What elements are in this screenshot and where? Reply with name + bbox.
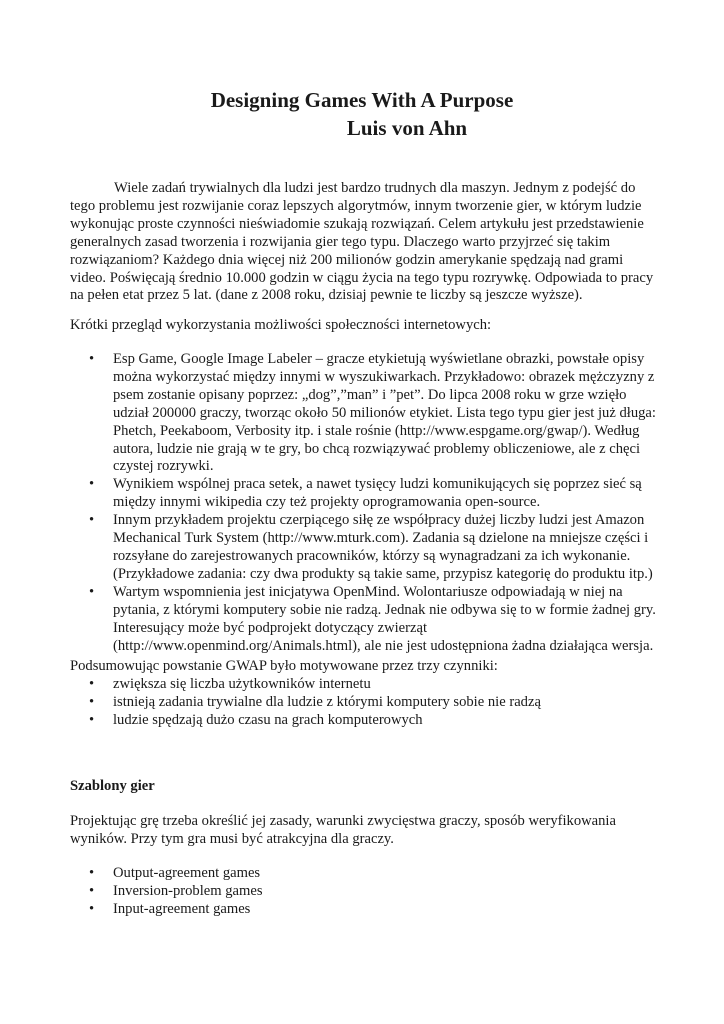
bullet-icon: • [89, 351, 95, 367]
list-item-text: Esp Game, Google Image Labeler – gracze etykietują wyświetlane obrazki, powstałe opisy można wykorzystać między innymi w wyszukiwarkach. Przykładowo: obrazek mężczyzny z psem zostanie opisany poprzez: „dog”,”man” i ”pet”. Do lipca 2008 roku w grze wzięło udział 200000 graczy, tworząc około 50 milionów etykiet. Lista tego typu gier jest już długa: Phetch, Peekaboom, Verbosity itp. i stale rośnie (http://www.espgame.org/gwap/). Według autora, ludzie nie grają w te gry, bo chcą rozwiązywać problemy obliczeniowe, ale z chęci czystej rozrywki. [113, 351, 656, 475]
summary-list [70, 676, 662, 730]
list-item-text: Innym przykładem projektu czerpiącego siłę ze współpracy dużej liczby ludzi jest Amazon Mechanical Turk System (http://www.mturk.com). Zadania są dzielone na mniejsze części i rozsyłane do zarejestrowanych pracowników, którzy są wynagradzani za ich wykonanie. (Przykładowe zadania: czy dwa produkty są takie same, przypisz kategorię do produktu itp.) [113, 512, 653, 582]
list-item [70, 901, 662, 919]
list-item-text: Output-agreement games [113, 865, 261, 881]
bullet-icon: • [89, 512, 95, 529]
list-item-text: zwiększa się liczba użytkowników internetu [113, 676, 371, 692]
list-item [70, 712, 662, 730]
list-item [70, 865, 662, 883]
list-item [70, 584, 662, 656]
list-item [70, 351, 662, 476]
list-item [70, 512, 662, 584]
list-item-text: Input-agreement games [113, 900, 251, 917]
bullet-icon: • [89, 711, 95, 728]
list-item-text: Wynikiem wspólnej praca setek, a nawet tysięcy ludzi komunikujących się poprzez sieć są między innymi wikipedia czy też projekty oprogramowania open-source. [113, 476, 642, 511]
bullet-icon: • [89, 676, 95, 692]
section-paragraph: Projektując grę trzeba określić jej zasady, warunki zwycięstwa graczy, sposób weryfikowania wyników. Przy tym gra musi być atrakcyjna dla graczy. [70, 813, 616, 847]
intro-paragraph [70, 180, 660, 305]
bullet-icon: • [89, 900, 95, 917]
bullet-icon: • [89, 476, 95, 493]
list-item-text: ludzie spędzają dużo czasu na grach komputerowych [113, 711, 423, 728]
bullet-icon: • [89, 882, 95, 899]
list-item [70, 676, 662, 694]
overview-list [70, 351, 662, 655]
title-block [0, 86, 724, 142]
bullet-icon: • [89, 865, 95, 881]
list-item [70, 694, 662, 712]
list-item-text: Inversion-problem games [113, 882, 263, 899]
intro-paragraph-text: Wiele zadań trywialnych dla ludzi jest bardzo trudnych dla maszyn. Jednym z podejść do tego problemu jest rozwijanie coraz lepszych algorytmów, innym tworzenie gier, w którym ludzie wykonując proste czynności nieświadomie szukają rozwiązań. Celem artykułu jest przedstawienie generalnych zasad tworzenia i rozwijania gier tego typu. Dlaczego warto przyjrzeć się takim rozwiązaniom? Każdego dnia więcej niż 200 milionów godzin amerykanie spędzają nad grami video. Poświęcają średnio 10.000 godzin w ciągu życia na tego typu rozrywkę. Odpowiada to pracy na pełen etat przez 5 lat. (dane z 2008 roku, dzisiaj pewnie te liczby są jeszcze wyższe). [70, 180, 654, 304]
document-author: Luis von Ahn [346, 116, 468, 140]
list-item-text: istnieją zadania trywialne dla ludzie z którymi komputery sobie nie radzą [113, 693, 541, 710]
bullet-icon: • [89, 583, 95, 600]
list-item [70, 883, 662, 901]
document-title: Designing Games With A Purpose [210, 88, 514, 112]
section-heading: Szablony gier [70, 778, 155, 794]
summary-intro: Podsumowując powstanie GWAP było motywowane przez trzy czynniki: [70, 658, 498, 674]
overview-heading: Krótki przegląd wykorzystania możliwości społeczności internetowych: [70, 317, 492, 333]
bullet-icon: • [89, 693, 95, 710]
list-item-text: Wartym wspomnienia jest inicjatywa OpenMind. Wolontariusze odpowiadają w niej na pytania, z którymi komputery sobie nie radzą. Jednak nie odbywa się to w formie żadnej gry. Interesujący może być podprojekt dotyczący zwierząt (http://www.openmind.org/Animals.html), ale nie jest udostępniona żadna działająca wersja. [113, 583, 656, 654]
game-types-list [70, 865, 662, 919]
list-item [70, 476, 662, 512]
